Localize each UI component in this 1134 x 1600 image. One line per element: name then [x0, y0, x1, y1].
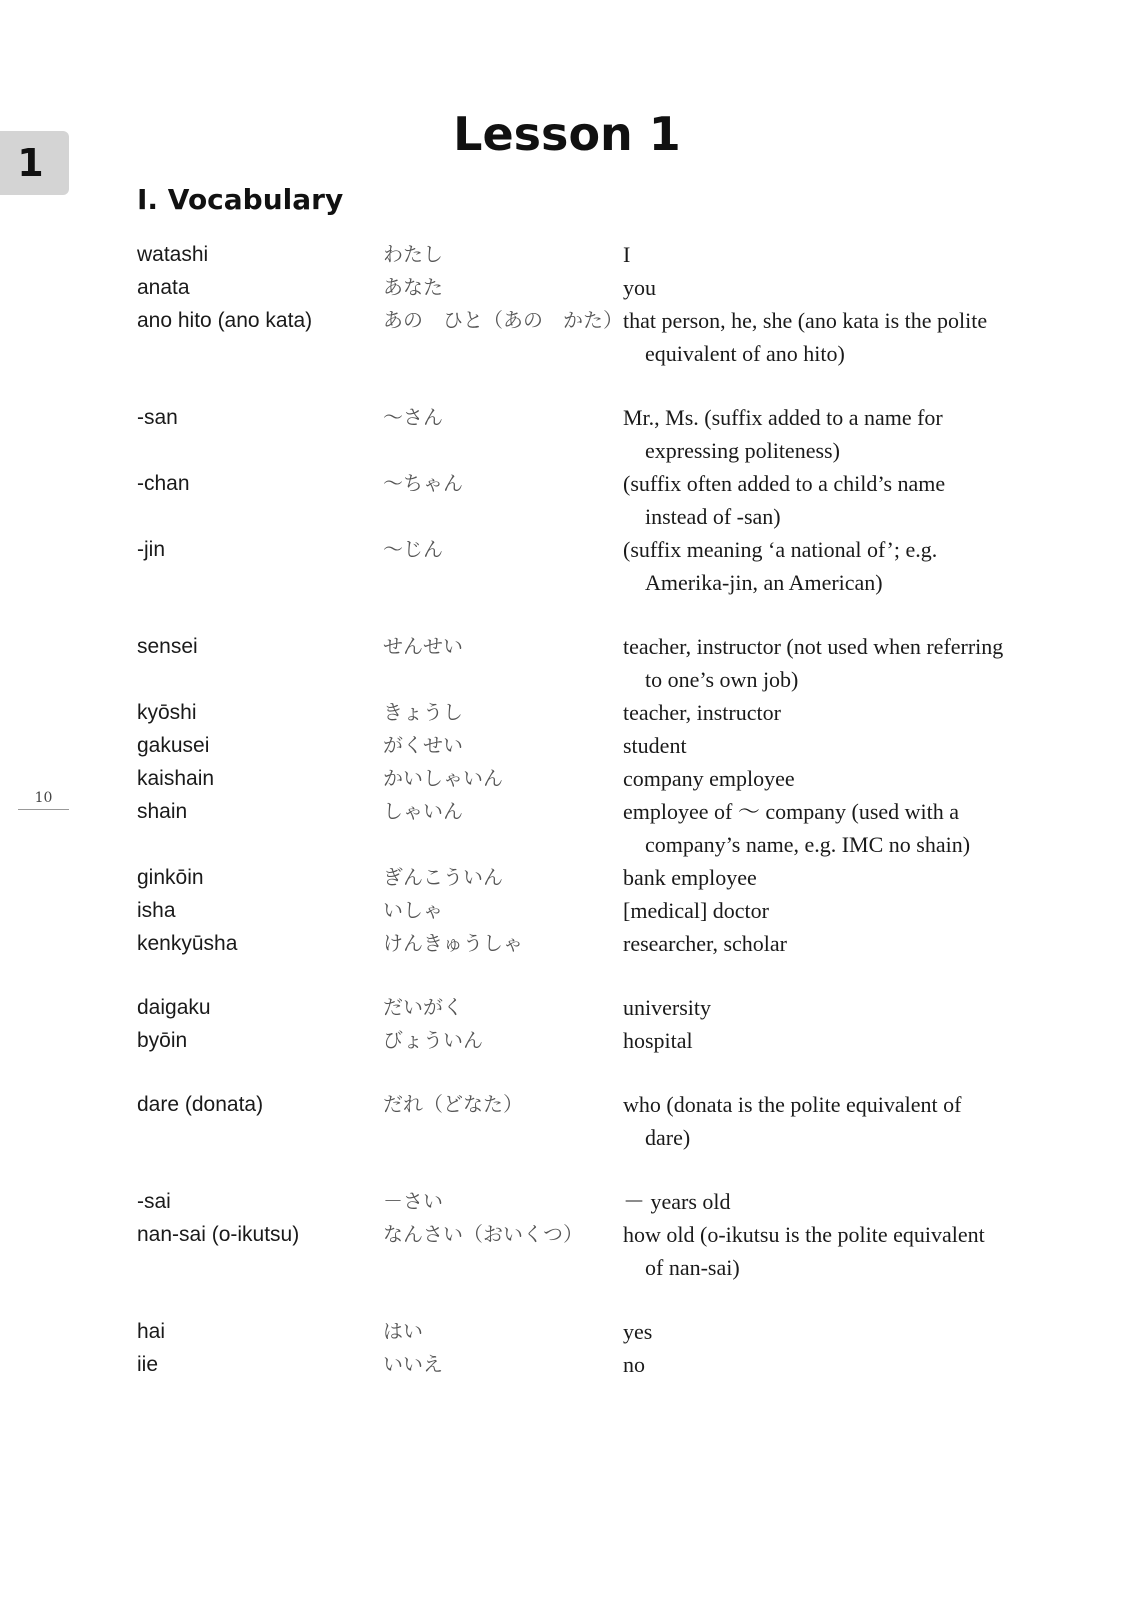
vocab-kana: ぎんこういん — [383, 865, 503, 889]
vocab-romaji: anata — [137, 276, 190, 299]
vocab-romaji: ginkōin — [137, 866, 204, 889]
vocab-meaning: (suffix meaning ‘a national of’; e.g. Amerika-jin, an American) — [623, 537, 938, 595]
page-number: 10 — [18, 790, 69, 810]
vocab-row — [137, 1348, 1007, 1381]
vocab-romaji: shain — [137, 800, 188, 823]
vocab-row — [137, 762, 1007, 795]
vocab-row — [137, 238, 1007, 271]
vocab-kana: あの ひと（あの かた） — [383, 308, 623, 332]
vocab-row — [137, 927, 1007, 960]
vocab-kana: きょうし — [383, 700, 463, 724]
vocab-meaning: student — [623, 733, 687, 758]
vocab-romaji: -chan — [137, 472, 190, 495]
vocab-kana: かいしゃいん — [383, 766, 503, 790]
vocab-row — [137, 533, 1007, 599]
vocab-row — [137, 1024, 1007, 1057]
vocab-kana: けんきゅうしゃ — [383, 931, 523, 955]
vocab-romaji: watashi — [137, 243, 209, 266]
vocab-meaning: yes — [623, 1319, 653, 1344]
vocab-meaning: you — [623, 275, 656, 300]
vocab-romaji: kenkyūsha — [137, 932, 238, 955]
vocab-romaji: daigaku — [137, 996, 211, 1019]
vocab-row — [137, 894, 1007, 927]
vocab-meaning: I — [623, 242, 631, 267]
vocab-kana: －さい — [383, 1189, 443, 1213]
vocab-kana: ～ちゃん — [383, 471, 463, 495]
vocab-romaji: kaishain — [137, 767, 215, 790]
vocab-meaning: teacher, instructor — [623, 700, 781, 725]
vocab-meaning: teacher, instructor (not used when referring to one’s own job) — [623, 634, 1004, 692]
vocab-romaji: dare (donata) — [137, 1093, 264, 1116]
vocab-row — [137, 991, 1007, 1024]
vocabulary-list — [137, 238, 1007, 1381]
vocab-romaji: -jin — [137, 538, 166, 561]
lesson-title: Lesson 1 — [453, 107, 681, 161]
vocab-row — [137, 729, 1007, 762]
vocab-meaning: hospital — [623, 1028, 693, 1053]
vocab-meaning: [medical] doctor — [623, 898, 769, 923]
vocab-meaning: employee of ～ company (used with a company’s name, e.g. IMC no shain) — [623, 799, 971, 857]
vocab-kana: いいえ — [383, 1352, 443, 1376]
vocab-row — [137, 401, 1007, 467]
vocab-romaji: gakusei — [137, 734, 210, 757]
vocab-meaning: no — [623, 1352, 645, 1377]
vocab-row — [137, 1218, 1007, 1284]
vocab-meaning: who (donata is the polite equivalent of dare) — [623, 1092, 962, 1150]
vocab-romaji: ano hito (ano kata) — [137, 309, 313, 332]
vocab-kana: なんさい（おいくつ） — [383, 1222, 583, 1246]
vocab-kana: はい — [383, 1319, 423, 1343]
vocab-meaning: company employee — [623, 766, 795, 791]
vocab-romaji: byōin — [137, 1029, 188, 1052]
vocab-kana: ～さん — [383, 405, 443, 429]
vocab-row — [137, 467, 1007, 533]
section-heading: I. Vocabulary — [137, 183, 344, 216]
vocab-row — [137, 271, 1007, 304]
vocab-romaji: iie — [137, 1353, 159, 1376]
vocab-meaning: that person, he, she (ano kata is the polite equivalent of ano hito) — [623, 308, 988, 366]
vocab-romaji: -sai — [137, 1190, 171, 1213]
vocab-row — [137, 304, 1007, 370]
vocab-romaji: isha — [137, 899, 176, 922]
vocab-row — [137, 1088, 1007, 1154]
vocab-meaning: how old (o-ikutsu is the polite equivalent of nan-sai) — [623, 1222, 985, 1280]
vocab-romaji: sensei — [137, 635, 198, 658]
vocab-row — [137, 1315, 1007, 1348]
vocab-row — [137, 861, 1007, 894]
vocab-row — [137, 795, 1007, 861]
vocab-meaning: (suffix often added to a child’s name instead of -san) — [623, 471, 946, 529]
vocab-meaning: bank employee — [623, 865, 757, 890]
vocab-kana: あなた — [383, 275, 443, 299]
vocab-kana: だれ（どなた） — [383, 1092, 523, 1116]
vocab-kana: せんせい — [383, 634, 463, 658]
vocab-meaning: researcher, scholar — [623, 931, 788, 956]
vocab-meaning: Mr., Ms. (suffix added to a name for expressing politeness) — [623, 405, 943, 463]
vocab-kana: ～じん — [383, 537, 443, 561]
vocab-row — [137, 696, 1007, 729]
vocab-kana: わたし — [383, 242, 443, 266]
vocab-kana: だいがく — [383, 995, 463, 1019]
chapter-tab: 1 — [0, 131, 69, 195]
vocab-romaji: hai — [137, 1320, 166, 1343]
vocab-kana: しゃいん — [383, 799, 463, 823]
vocab-row — [137, 1185, 1007, 1218]
vocab-romaji: -san — [137, 406, 178, 429]
vocab-meaning: － years old — [623, 1189, 731, 1214]
vocab-romaji: kyōshi — [137, 701, 197, 724]
vocab-row — [137, 630, 1007, 696]
vocab-kana: がくせい — [383, 733, 463, 757]
vocab-meaning: university — [623, 995, 711, 1020]
vocab-kana: びょういん — [383, 1028, 483, 1052]
vocab-kana: いしゃ — [383, 898, 443, 922]
vocab-romaji: nan-sai (o-ikutsu) — [137, 1223, 300, 1246]
